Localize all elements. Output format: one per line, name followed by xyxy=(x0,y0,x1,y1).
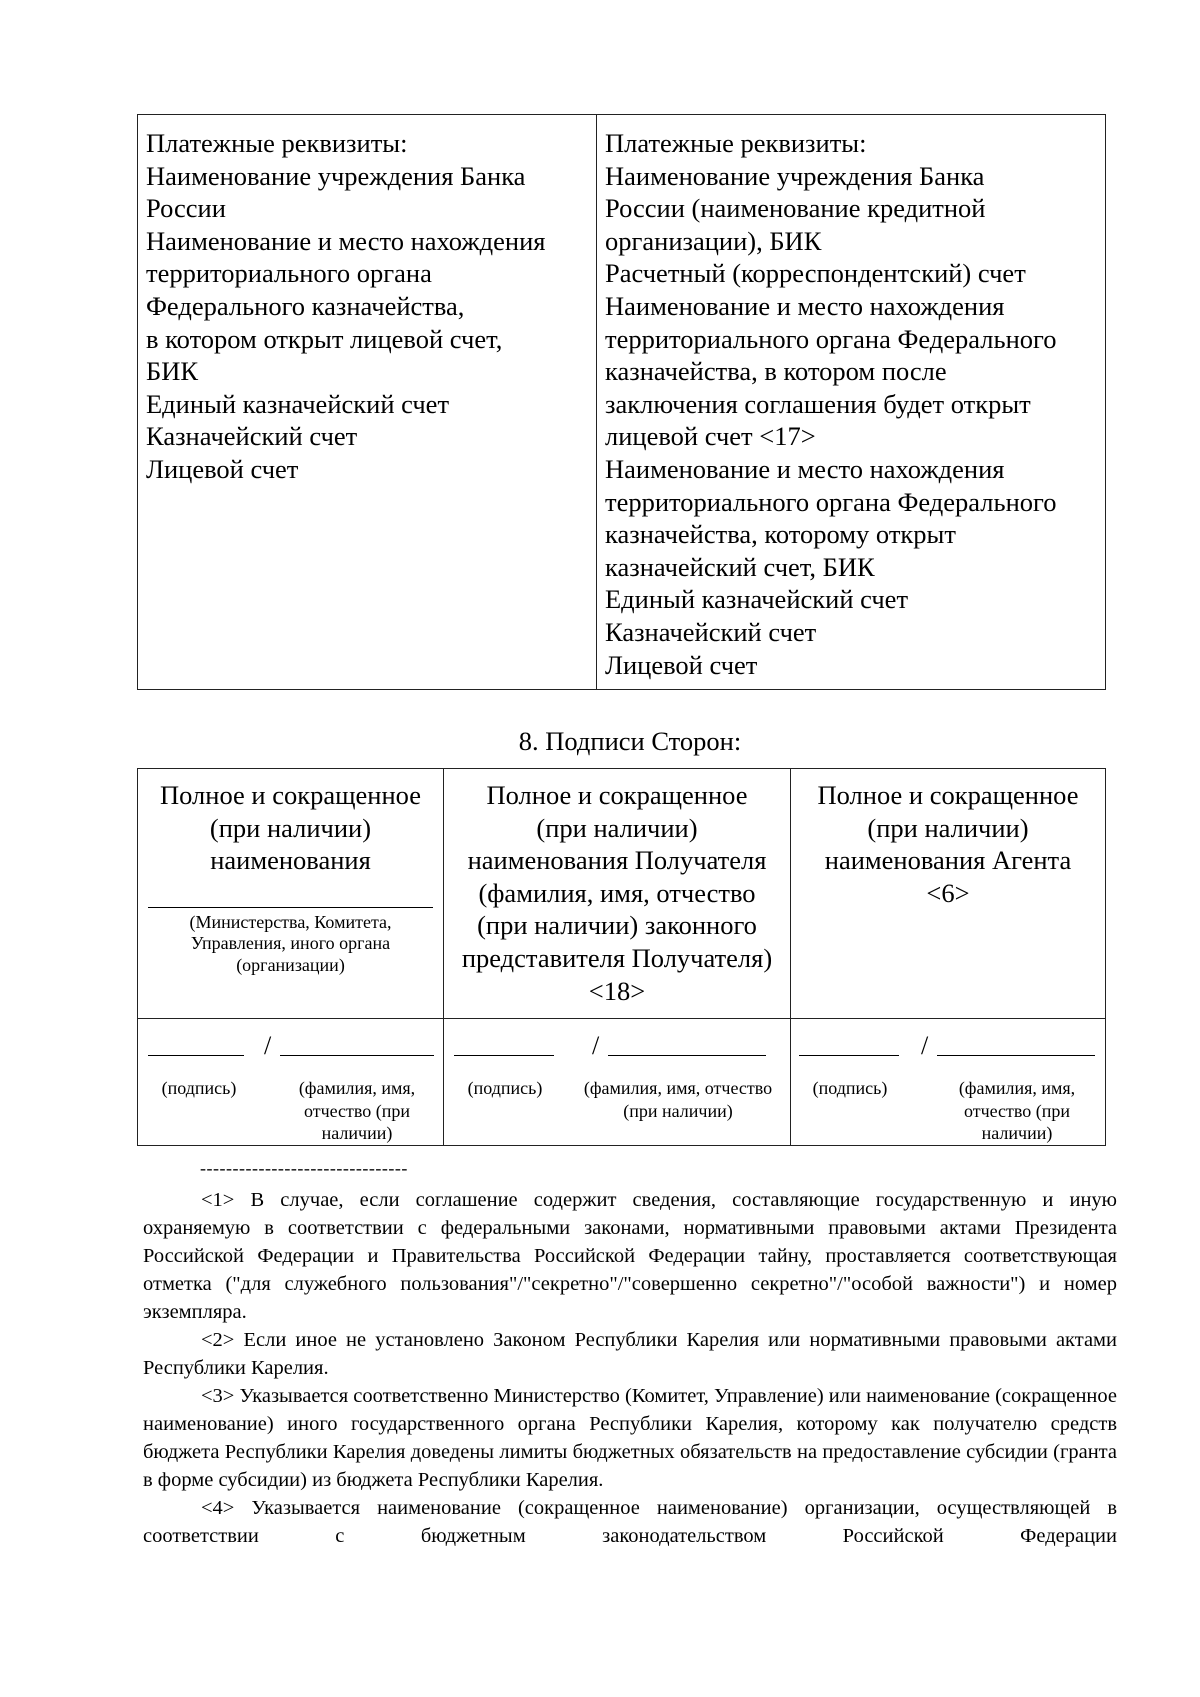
text-line: (организации) xyxy=(236,954,345,975)
text-line: Полное и сокращенное xyxy=(817,780,1079,810)
text-line: Единый казначейский счет xyxy=(605,584,909,615)
text-line: (Министерства, Комитета, xyxy=(189,911,392,932)
text-line: территориального органа xyxy=(146,258,432,289)
text-line: казначейства, которому открыт xyxy=(605,519,956,550)
text-line: представителя Получателя) xyxy=(461,942,773,973)
signature-line xyxy=(454,1055,554,1056)
name-caption xyxy=(937,1077,1097,1145)
text-line: заключения соглашения будет открыт xyxy=(605,388,1031,419)
text-line: Федерального казначейства, xyxy=(146,290,465,321)
name-caption xyxy=(276,1077,438,1145)
name-line xyxy=(608,1055,766,1056)
text-line: организации), БИК xyxy=(605,225,822,256)
text-line: лицевой счет <17> xyxy=(605,421,816,452)
text-line: Казначейский счет xyxy=(146,421,358,452)
requisites-left-cell xyxy=(138,115,597,690)
text-line: (при наличии) xyxy=(867,812,1029,843)
text-line: Платежные реквизиты: xyxy=(605,128,867,158)
signature-line xyxy=(799,1055,899,1056)
text-line: (фамилия, имя, отчество xyxy=(583,1078,773,1098)
text-line: наименования Получателя xyxy=(467,845,767,876)
text-line: Расчетный (корреспондентский) счет xyxy=(605,258,1026,289)
signature-cell-agent xyxy=(791,1019,1106,1146)
signatures-table xyxy=(137,768,1106,1146)
footnote-3: <3> Указывается соответственно Министерство (Комитет, Управление) или наименование (сокращенное наименование) иного государственного органа Республики Карелия, которому как получателю средств бюджета Республики Карелия доведены лимиты бюджетных обязательств на предоставление субсидии (гранта в форме субсидии) из бюджета Республики Карелия. xyxy=(143,1385,1117,1491)
slash: / xyxy=(592,1031,600,1060)
text-line: России xyxy=(146,193,226,224)
text-line: Платежные реквизиты: xyxy=(146,128,408,158)
text-line: (при наличии) xyxy=(209,812,372,843)
text-line: территориального органа Федерального xyxy=(605,323,1057,354)
signature-cell-ministry xyxy=(138,1019,444,1146)
signature-caption: (подпись) xyxy=(161,1078,237,1098)
signature-caption: (подпись) xyxy=(812,1078,888,1098)
text-line: Единый казначейский счет xyxy=(146,388,450,419)
text-line: Лицевой счет xyxy=(146,453,299,484)
text-line: наименования xyxy=(210,845,371,876)
footnote-2: <2> Если иное не установлено Законом Республики Карелия или нормативными правовыми актами Республики Карелия. xyxy=(143,1329,1117,1379)
footnotes xyxy=(143,1186,1117,1550)
text-line: (фамилия, имя, xyxy=(958,1078,1076,1098)
text-line: Казначейский счет xyxy=(605,616,817,647)
footnote-4: <4> Указывается наименование (сокращенное наименование) организации, осуществляющей в соответствии с бюджетным законодательством Российской Федерации xyxy=(143,1497,1117,1547)
text-line: наличии) xyxy=(981,1123,1053,1143)
text-line: Полное и сокращенное xyxy=(160,780,421,810)
text-line: отчество (при xyxy=(303,1100,411,1121)
text-line: БИК xyxy=(146,356,199,387)
text-line: казначейский счет, БИК xyxy=(605,551,875,582)
text-line: наименования Агента xyxy=(824,845,1072,876)
signature-header-agent xyxy=(791,769,1106,1019)
text-line: территориального органа Федерального xyxy=(605,486,1057,517)
text-line: казначейства, в котором после xyxy=(605,356,947,387)
text-line: наличии) xyxy=(321,1123,393,1143)
signature-header-recipient xyxy=(444,769,791,1019)
signature-caption: (подпись) xyxy=(467,1078,543,1098)
text-line: Наименование учреждения Банка xyxy=(605,160,985,191)
text-line: в котором открыт лицевой счет, xyxy=(146,323,503,354)
ministry-note xyxy=(138,912,443,977)
slash: / xyxy=(921,1031,929,1060)
text-line: (при наличии) законного xyxy=(477,910,757,941)
footnote-1: <1> В случае, если соглашение содержит сведения, составляющие государственную и иную охраняемую в соответствии с федеральными законами, нормативными правовыми актами Президента Российской Федерации и Правительства Российской Федерации тайну, проставляется соответствующая отметка ("для служебного пользования"/"секретно"/"совершенно секретно"/"особой важности") и номер экземпляра. xyxy=(143,1189,1117,1323)
text-line: Наименование и место нахождения xyxy=(605,290,1005,321)
text-line: (фамилия, имя, xyxy=(298,1078,416,1098)
underline xyxy=(148,907,433,908)
text-line: (при наличии) xyxy=(623,1100,733,1121)
text-line: России (наименование кредитной xyxy=(605,193,986,224)
signature-cell-recipient xyxy=(444,1019,791,1146)
name-caption xyxy=(566,1077,790,1122)
text-line: <6> xyxy=(926,877,970,908)
text-line: (при наличии) xyxy=(536,812,698,843)
requisites-right-cell xyxy=(597,115,1106,690)
text-line: (фамилия, имя, отчество xyxy=(478,877,756,908)
signatures-section-title: 8. Подписи Сторон: xyxy=(518,726,742,756)
slash: / xyxy=(264,1031,272,1060)
requisites-table xyxy=(137,114,1106,690)
text-line: Наименование учреждения Банка xyxy=(146,160,526,191)
text-line: Наименование и место нахождения xyxy=(146,225,546,256)
text-line: <18> xyxy=(588,975,646,1006)
name-line xyxy=(937,1055,1095,1056)
footnote-separator: -------------------------------- xyxy=(200,1158,408,1178)
text-line: Наименование и место нахождения xyxy=(605,453,1005,484)
text-line: Управления, иного органа xyxy=(190,933,391,954)
signature-header-ministry xyxy=(138,769,444,1019)
text-line: Полное и сокращенное xyxy=(486,780,748,810)
signature-line xyxy=(148,1055,244,1056)
name-line xyxy=(280,1055,434,1056)
text-line: отчество (при xyxy=(963,1100,1071,1121)
text-line: Лицевой счет xyxy=(605,649,758,680)
